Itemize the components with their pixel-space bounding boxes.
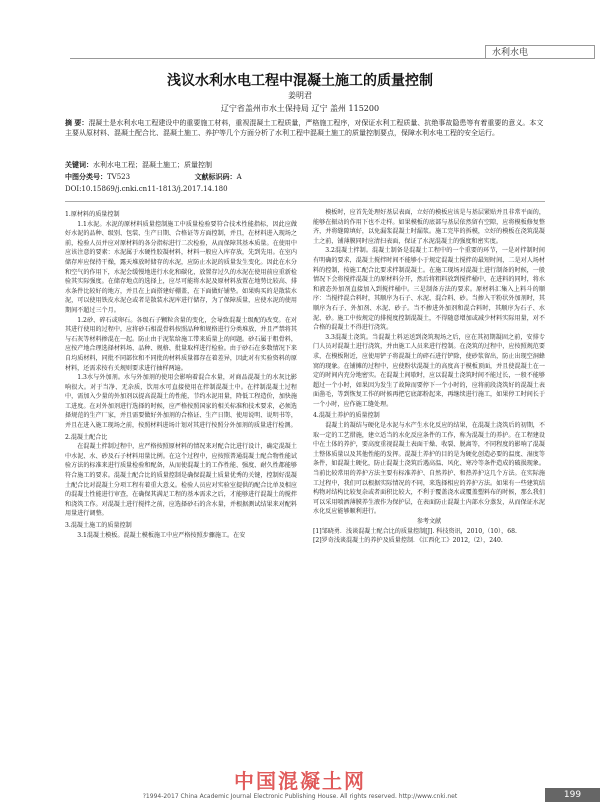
section-heading: 3.混凝土施工的质量控制 — [65, 522, 132, 529]
reference-item: [1]邹晓勇．浅谈混凝土配合比的质量控制[J]. 科技资讯，2010,（10），68. — [313, 527, 517, 535]
body-paragraph: 混凝土的凝结与硬化是水泥与水产生水化反应的结果，在混凝土浇筑后的初期，不取一定的工艺措施，建立适当的水化反应条件的工作，称为混凝土的养护。在工程建设中在土体的养护，要高度重视混凝土表面干燥、收裂、脱离等，不同程度的影响了混凝土整体质量以及其他性能的发挥。混凝土养护的目的是为硬化创造必要的温度、湿度等条件，如混凝土硬化，防止混凝土浇筑后遇高温、风化、寒冷等条件造成的破损现象。当前比较常用的养护方法主要有标准养护、自然养护、和热养护这几个方法。在实际施工过程中，我们可以根据实际情况的不同，来选择相应的养护方法。如果有一些建筑结构物对结构比较复杂或者面积比较大，不利于覆盖浇水或覆盖塑料布的时候，那么我们可以采用喷洒薄膜养生液作为保护层，在表面防止混凝土内部水分蒸发，从而保证水泥水化反应能够顺利进行。 — [313, 422, 545, 516]
keywords-label: 关键词： — [65, 161, 93, 169]
body-paragraph: 模板时，应首先处理好基层表面，立好的模板应该是与基层紧贴并且非常平面的，能够在振动的作用下也不走样。如果模板的底部与基层依然留有空隙，应将模板修复整齐，并将缝隙填好，以免漏浆混凝土时漏浆。施工完毕的拆模，立好的模板在浇筑混凝土之前，铺薄膜同时应清扫表面，保证了水泥混凝土的强度和密实度。 — [313, 209, 545, 245]
body-paragraph: 3.2混凝土拌制。混凝土制备是混凝土工程中的一个重要的环节，一是对拌制时间有明确的要求，混凝土搅拌时间不能够小于规定混凝土搅拌的最短时间，二是对人场材料的控制，按施工配合比要求拌制混凝土。在施工现场对混凝土进行制备的时候，一般情况下会将搅拌混凝土的原材料分开，然后将粗料放到搅拌桶中，在进料的同时，将水和液态外加剂直接加入到搅拌桶中。三是制备方法的要求。原材料汇集入上料斗的顺序：当搅拌混合料时，其顺序为石子、水泥、混合料、砂。当掺入干粉状外加剂时，其顺序为石子、外加剂、水泥、砂子。当不掺进外加剂和混合料时，其顺序为石子、水泥、砂。施工中按规定的排搅度控制混凝土，不得随意增加或减少材料实际用量，对不合格的混凝土不得进行浇筑。 — [313, 247, 545, 332]
right-column — [313, 208, 545, 546]
keywords — [65, 160, 545, 170]
reference-item: [2]罗奇浅谈混凝土的养护及质量控制．《江西化工》2012,（2），240. — [313, 537, 503, 545]
page-number: 199 — [545, 788, 600, 802]
classification-value: TV523 — [107, 173, 131, 181]
section-tag: 水利水电 — [485, 45, 595, 59]
article-title: 浅议水利水电工程中混凝土施工的质量控制 — [167, 73, 433, 89]
classification — [65, 172, 545, 182]
references-heading: 参考文献 — [416, 518, 442, 525]
mid-rule — [65, 201, 545, 202]
body-paragraph: 1.1水泥。水泥的原材料质量控制施工中质量检验要符合技术性能指标，因此应做好水泥的品种、级别、包装、生产日期、合格证等方面控制，并且，在材料进入现场之前，检验人员并应对原材料的各分指标进行二次检验，从而保障其基本质量。在使用中应该注意的要素：水泥属于水硬性胶凝材料，材料一般应入库存放，先到先用。在室内储存库应保持干燥，露天堆放时储存的水泥，应防止水泥的质量发生变化。因此在水分和空气的作用下，水泥会缓慢地进行水化和碳化，放置存过久的水泥在使用前应重新检验其实际强度。在储存地点的选择上，应尽可能将水泥及原材料放置在地势比较高、排水条件比较好的地方，并且在上面搭建好棚盖，在下面做好铺垫。如果购买的是散装水泥，可以使用铁皮水泥仓或者是散装水泥库进行储存，为了保障质量，应使水泥的使用期间不超过三个月。 — [65, 220, 297, 314]
affiliation: 辽宁省盖州市水土保持局 辽宁 盖州 115200 — [220, 104, 380, 113]
doc-code-label: 文献标识码： — [194, 173, 237, 181]
section-heading: 4.混凝土养护的质量控制 — [313, 412, 380, 420]
section-heading: 1.原材料的质量控制 — [65, 211, 120, 218]
body-paragraph: 3.3混凝土浇筑。当混凝土料运送到浇筑现场之后，应在其初期凝固之前，安排专门人员对混凝土进行浇筑，并由施工人员来进行控制。在浇筑的过程中，应按照规范要求，在模板附近，应使用铲子将混凝土的碎石进行铲除，使砂浆留出，防止出现空洞蜂窝的现象。在铺摊的过程中，应使粉状混凝土的高度高于模板顶面，并且使混凝土在一定的时间内充分地密实。在混凝土间歇时，应以混凝土浇筑时间不能过长，一般不能够超过一个小时，如果因为发生了故障而要停下一个小时的，应将前段浇筑好的混凝土表面凿毛，等到恢复工作的时候再把它底部粉起来，再继续进行施工，如果停工时间长于一个小时，应作施工缝处理。 — [313, 333, 545, 408]
section-heading: 2.混凝土配合比 — [65, 433, 108, 441]
author: 姜明君 — [288, 91, 312, 100]
footer-brand-watermark: 中国混凝土网 — [234, 769, 366, 793]
top-rule — [70, 58, 490, 59]
doi: DOI:10.15869/j.cnki.cn11-1813/j.2017.14.180 — [65, 185, 228, 193]
left-column — [65, 208, 297, 540]
abstract-label: 摘 要： — [65, 118, 89, 127]
body-paragraph: 1.3水与外加剂。水与外加剂的使用会影响着混合水量，对商品混凝土的水灰比影响很大。对于当净、无杂质，饮用水可直接使用在拌制混凝土中。在拌制混凝土过程中，需加入少量的外加剂以提高混凝土的性能，节约水泥用量，降低工程造价，加快施工进度。在对外加剂进行选择的时候，应严格按照国家的相关标准和技术要求，必须选择规范的生产厂家，并且需要做好外加剂的合格证、生产日期、使用说明、说明书等，并且在进入施工现场之前，按照材料进场计划对其进行按照分外加剂的质量进行检测。 — [65, 374, 297, 430]
abstract-text: 混凝土是水利水电工程建设中的重要施工材料，重视混凝土工程质量，严格施工程序，对保证水利工程质量、抗绝事故隐患等有着重要的意义。本文主要从原材料、混凝土配合比、混凝土施工、养护等几个方面分析了水利工程中混凝土施工的质量控制要点，保障水利水电工程的安全运行。 — [65, 119, 544, 137]
copyright: ?1994-2017 China Academic Journal Electronic Publishing House. All rights reserved. http://www.cnki.net — [142, 793, 458, 800]
abstract — [65, 118, 545, 138]
keywords-text: 水利水电工程；混凝土施工；质量控制 — [93, 161, 212, 169]
classification-label: 中图分类号： — [65, 173, 107, 181]
body-paragraph: 在混凝土拌制过程中，应严格按照原材料的情况来对配合比进行设计，确定混凝土中水泥、水、砂及石子材料用量比例。在这个过程中，应按照普通混凝土配合物性能试验方法的标准来进行质量检验和配备，从而使混凝土的工作性能、强度、耐久性都能够符合施工的要求。混凝土配合比的质量控制是确保混凝土质量优秀的关键，控制好混凝土配合比对混凝土分项工程有着重大意义。检验人员应对实验室提供的配合比单及相应的混凝土性能进行审查，在确保其满足工程的基本需求之后，才能够进行混凝土的搅拌和浇筑工作。对混凝土进行搅拌之前，应选择砂石的含水量，并根据测试结果来对配料用量进行调整。 — [65, 443, 297, 518]
body-paragraph: 3.1混凝土模板。混凝土模板施工中应严格按照步骤施工。在安 — [77, 531, 246, 539]
body-paragraph: 1.2砂、碎石或卵石。各级石子颗粒含量的变化，会导致混凝土级配的改变。在对其进行使用的过程中，应将砂石相混骨料按照品种和规格进行分类堆放，并且严禁将其与石灰等材料掺混在一起。防止由于泥浆给施工带来质量上的问题。砂石属于粗骨料，应按产地合理选择材料场、品种、规格、批量取样进行检验。由于砂石在多数情况下来自均质材料，同批不同部位和不同批的材料质量都存在着差异，因此对有实验资料的原材料，还需求按有关规则要求进行抽样两遍。 — [65, 316, 297, 372]
doc-code-value: A — [236, 173, 242, 181]
